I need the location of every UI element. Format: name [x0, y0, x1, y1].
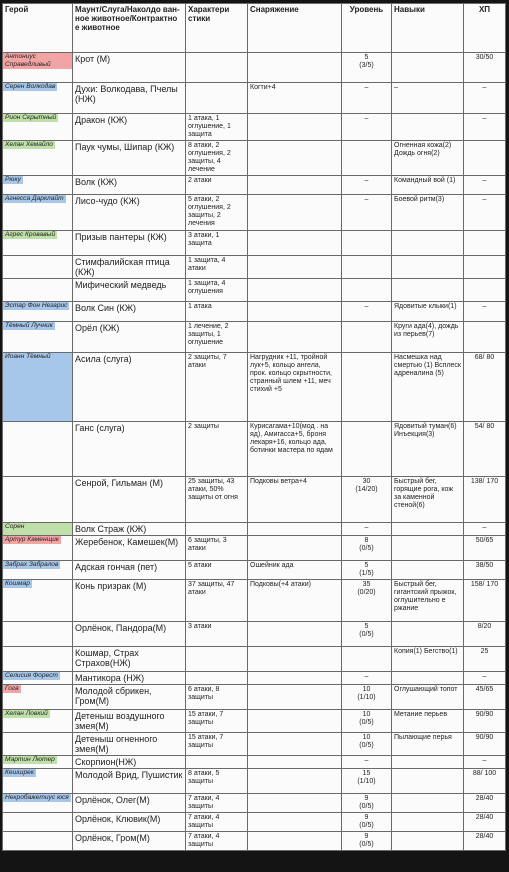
- skills-cell: Насмешка над смертью (1) Всплеск адреналина (5): [392, 353, 464, 422]
- mount-cell: Лисо-чудо (КЖ): [73, 195, 186, 231]
- level-cell: 8 (0/5): [342, 536, 392, 561]
- stats-cell: 7 атаки, 4 защиты: [186, 794, 248, 813]
- level-cell: 9 (0/5): [342, 832, 392, 851]
- gear-cell: Нагрудник +11, тройной лук+5, кольцо ангела, прок. кольцо скрытности, странный шлем +11, меч стихий +5: [248, 353, 342, 422]
- hp-cell: 8/20: [464, 622, 506, 647]
- header-stats: Характери стики: [186, 4, 248, 53]
- level-cell: –: [342, 672, 392, 685]
- skills-cell: [392, 813, 464, 832]
- skills-cell: Командный вой (1): [392, 176, 464, 195]
- gear-cell: [248, 733, 342, 756]
- mount-cell: Жеребенок, Камешек(М): [73, 536, 186, 561]
- mount-cell: Ганс (слуга): [73, 422, 186, 477]
- hp-cell: 90/90: [464, 710, 506, 733]
- mount-cell: Адская гончая (пет): [73, 561, 186, 580]
- hp-cell: –: [464, 756, 506, 769]
- gear-cell: [248, 756, 342, 769]
- hero-cell: [3, 114, 73, 141]
- table-row: [3, 322, 506, 353]
- gear-cell: [248, 672, 342, 685]
- stats-cell: 6 атаки, 8 защиты: [186, 685, 248, 710]
- skills-cell: Круги ада(4), дождь из перьев(7): [392, 322, 464, 353]
- skills-cell: [392, 832, 464, 851]
- header-mount: Маунт/Слуга/Наколдо ван-ное животное/Контрактно е животное: [73, 4, 186, 53]
- skills-cell: [392, 756, 464, 769]
- mount-cell: Молодой сбрикен, Гром(М): [73, 685, 186, 710]
- hero-name: Селисия Форест: [5, 672, 58, 679]
- skills-cell: [392, 561, 464, 580]
- hp-cell: [464, 322, 506, 353]
- hp-cell: 90/90: [464, 733, 506, 756]
- hero-name: Тёмный Лучник: [5, 322, 53, 329]
- hero-name: Агрес Кровавый: [5, 231, 56, 238]
- hero-name: Эстар Фон Незарис: [5, 302, 68, 309]
- hero-name: Кешшрек: [5, 769, 34, 776]
- hero-name: Кошмар: [5, 580, 30, 587]
- level-cell: 5 (3/5): [342, 53, 392, 83]
- hp-cell: 50/65: [464, 536, 506, 561]
- stats-cell: 2 защиты: [186, 422, 248, 477]
- hero-cell: [3, 813, 73, 832]
- stats-cell: 15 атаки, 7 защиты: [186, 710, 248, 733]
- hero-name: Сорен: [5, 523, 25, 530]
- skills-cell: [392, 279, 464, 302]
- stats-cell: 3 атаки, 1 защита: [186, 231, 248, 256]
- hero-cell: [3, 422, 73, 477]
- hp-cell: 88/ 100: [464, 769, 506, 794]
- hero-name: Рион Скрытный: [5, 114, 57, 121]
- gear-cell: [248, 114, 342, 141]
- skills-cell: [392, 523, 464, 536]
- level-cell: 9 (0/5): [342, 794, 392, 813]
- stats-cell: 3 атаки: [186, 622, 248, 647]
- stats-cell: 25 защиты, 43 атаки, 50% защиты от огня: [186, 477, 248, 523]
- mount-cell: Молодой Врид, Пушистик: [73, 769, 186, 794]
- stats-cell: [186, 672, 248, 685]
- skills-cell: [392, 536, 464, 561]
- table-row: [3, 580, 506, 622]
- table-row: [3, 523, 506, 536]
- header-row: [3, 4, 506, 53]
- header-skills: Навыки: [392, 4, 464, 53]
- stats-cell: 1 атака: [186, 302, 248, 322]
- skills-cell: Быстрый бег, гигантский прыжок, оглушительно е ржание: [392, 580, 464, 622]
- stats-cell: 7 атаки, 4 защиты: [186, 832, 248, 851]
- gear-cell: [248, 647, 342, 672]
- level-cell: [342, 231, 392, 256]
- stats-cell: 7 атаки, 4 защиты: [186, 813, 248, 832]
- hp-cell: [464, 256, 506, 279]
- skills-cell: [392, 769, 464, 794]
- gear-cell: [248, 685, 342, 710]
- gear-cell: [248, 322, 342, 353]
- table-row: [3, 422, 506, 477]
- hero-cell: [3, 322, 73, 353]
- stats-cell: 5 атаки, 2 оглушения, 2 защиты, 2 лечения: [186, 195, 248, 231]
- level-cell: [342, 422, 392, 477]
- hp-cell: 25: [464, 647, 506, 672]
- hp-cell: 68/ 80: [464, 353, 506, 422]
- hp-cell: [464, 279, 506, 302]
- skills-cell: Быстрый бег, горящие рога, кож за каменной стеной(6): [392, 477, 464, 523]
- stats-cell: 5 атаки: [186, 561, 248, 580]
- gear-cell: [248, 622, 342, 647]
- hero-cell: [3, 794, 73, 813]
- stats-cell: [186, 53, 248, 83]
- gear-cell: Ошейник ада: [248, 561, 342, 580]
- hero-cell: [3, 523, 73, 536]
- mount-cell: Орлёнок, Олег(М): [73, 794, 186, 813]
- mount-cell: Мантикора (НЖ): [73, 672, 186, 685]
- hp-cell: [464, 231, 506, 256]
- hero-name: Серен Волкодав: [5, 83, 56, 90]
- stats-cell: 1 защита, 4 оглушения: [186, 279, 248, 302]
- mount-cell: Асила (слуга): [73, 353, 186, 422]
- skills-cell: [392, 53, 464, 83]
- skills-cell: Пылающие перья: [392, 733, 464, 756]
- hero-name: Мартин Лютер: [5, 756, 55, 763]
- hero-name: Гога: [5, 685, 19, 692]
- hero-cell: [3, 580, 73, 622]
- hero-name: Агнесса Дарклайт: [5, 195, 64, 202]
- level-cell: 9 (0/5): [342, 813, 392, 832]
- hero-cell: [3, 477, 73, 523]
- level-cell: –: [342, 756, 392, 769]
- skills-cell: Огненная кожа(2) Дождь огня(2): [392, 141, 464, 176]
- table-row: [3, 832, 506, 851]
- table-row: [3, 710, 506, 733]
- skills-cell: [392, 114, 464, 141]
- level-cell: [342, 647, 392, 672]
- hero-cell: [3, 832, 73, 851]
- gear-cell: [248, 523, 342, 536]
- skills-cell: [392, 231, 464, 256]
- gear-cell: [248, 813, 342, 832]
- mount-cell: Детеныш воздушного змея(М): [73, 710, 186, 733]
- hero-name: Хелан Ловкий: [5, 710, 48, 717]
- hero-cell: [3, 622, 73, 647]
- hp-cell: –: [464, 302, 506, 322]
- level-cell: 10 (0/5): [342, 710, 392, 733]
- level-cell: 30 (14/20): [342, 477, 392, 523]
- hero-cell: [3, 53, 73, 83]
- mount-cell: Призыв пантеры (КЖ): [73, 231, 186, 256]
- hero-cell: [3, 353, 73, 422]
- hp-cell: –: [464, 176, 506, 195]
- header-level: Уровень: [342, 4, 392, 53]
- heroes-table: [2, 3, 506, 851]
- hero-name: Хелан Хемайло: [5, 141, 53, 148]
- level-cell: –: [342, 176, 392, 195]
- mount-cell: Сенрой, Гильман (М): [73, 477, 186, 523]
- level-cell: 5 (0/5): [342, 622, 392, 647]
- level-cell: [342, 353, 392, 422]
- mount-cell: Мифический медведь: [73, 279, 186, 302]
- skills-cell: Ядовитые клыки(1): [392, 302, 464, 322]
- table-row: [3, 477, 506, 523]
- mount-cell: Паук чумы, Шипар (КЖ): [73, 141, 186, 176]
- mount-cell: Крот (М): [73, 53, 186, 83]
- level-cell: –: [342, 114, 392, 141]
- hp-cell: 45/65: [464, 685, 506, 710]
- hp-cell: –: [464, 114, 506, 141]
- table-row: [3, 769, 506, 794]
- gear-cell: Подковы(+4 атаки): [248, 580, 342, 622]
- gear-cell: [248, 794, 342, 813]
- skills-cell: [392, 794, 464, 813]
- hp-cell: –: [464, 195, 506, 231]
- hp-cell: 54/ 80: [464, 422, 506, 477]
- hp-cell: 30/50: [464, 53, 506, 83]
- level-cell: 35 (0/20): [342, 580, 392, 622]
- stats-cell: 15 атаки, 7 защиты: [186, 733, 248, 756]
- hp-cell: 38/50: [464, 561, 506, 580]
- mount-cell: Орлёнок, Гром(М): [73, 832, 186, 851]
- hero-cell: [3, 769, 73, 794]
- table-row: [3, 561, 506, 580]
- table-row: [3, 622, 506, 647]
- table-row: [3, 279, 506, 302]
- hp-cell: [464, 141, 506, 176]
- table-row: [3, 794, 506, 813]
- hp-cell: 28/40: [464, 794, 506, 813]
- skills-cell: Ядовитый туман(6) Инъекция(3): [392, 422, 464, 477]
- mount-cell: Скорпион(НЖ): [73, 756, 186, 769]
- hero-cell: [3, 710, 73, 733]
- gear-cell: [248, 195, 342, 231]
- mount-cell: Орёл (КЖ): [73, 322, 186, 353]
- hero-cell: [3, 672, 73, 685]
- table-row: [3, 195, 506, 231]
- hero-name: Некробажетиус юся: [5, 794, 69, 801]
- mount-cell: Волк (КЖ): [73, 176, 186, 195]
- hp-cell: 158/ 170: [464, 580, 506, 622]
- header-hero: Герой: [3, 4, 73, 53]
- stats-cell: [186, 83, 248, 114]
- hp-cell: –: [464, 672, 506, 685]
- hero-name: Иоанн Тёмный: [5, 353, 51, 360]
- hp-cell: –: [464, 523, 506, 536]
- level-cell: [342, 279, 392, 302]
- level-cell: –: [342, 302, 392, 322]
- skills-cell: [392, 672, 464, 685]
- hp-cell: –: [464, 83, 506, 114]
- stats-cell: 6 защиты, 3 атаки: [186, 536, 248, 561]
- mount-cell: Орлёнок, Клювик(М): [73, 813, 186, 832]
- gear-cell: [248, 141, 342, 176]
- hero-name: Антониус Справедливый: [3, 53, 72, 69]
- table-row: [3, 114, 506, 141]
- skills-cell: Оглушающий топот: [392, 685, 464, 710]
- table-row: [3, 647, 506, 672]
- table-row: [3, 813, 506, 832]
- level-cell: –: [342, 523, 392, 536]
- hero-name: Артур Каменщик: [5, 536, 59, 543]
- gear-cell: Подковы ветра+4: [248, 477, 342, 523]
- table-row: [3, 141, 506, 176]
- stats-cell: 1 атака, 1 оглушение, 1 защита: [186, 114, 248, 141]
- hero-cell: [3, 685, 73, 710]
- hero-name: Забрах Забралов: [5, 561, 59, 568]
- hero-cell: [3, 647, 73, 672]
- hero-cell: [3, 756, 73, 769]
- gear-cell: [248, 256, 342, 279]
- table-row: [3, 53, 506, 83]
- level-cell: 10 (0/5): [342, 733, 392, 756]
- level-cell: [342, 322, 392, 353]
- mount-cell: Дракон (КЖ): [73, 114, 186, 141]
- level-cell: –: [342, 195, 392, 231]
- hero-cell: [3, 195, 73, 231]
- mount-cell: Волк Страж (КЖ): [73, 523, 186, 536]
- stats-cell: 1 лечение, 2 защиты, 1 оглушение: [186, 322, 248, 353]
- mount-cell: Духи: Волкодава, Пчелы (НЖ): [73, 83, 186, 114]
- hero-cell: [3, 231, 73, 256]
- hero-cell: [3, 733, 73, 756]
- table-row: [3, 256, 506, 279]
- skills-cell: [392, 256, 464, 279]
- mount-cell: Кошмар, Страх Страхов(НЖ): [73, 647, 186, 672]
- header-gear: Снаряжение: [248, 4, 342, 53]
- heroes-sheet: [2, 3, 505, 850]
- mount-cell: Волк Син (КЖ): [73, 302, 186, 322]
- mount-cell: Стимфалийская птица (КЖ): [73, 256, 186, 279]
- hero-name: Рюку: [5, 176, 21, 183]
- level-cell: 5 (1/5): [342, 561, 392, 580]
- hp-cell: 28/40: [464, 832, 506, 851]
- hero-cell: [3, 176, 73, 195]
- table-row: [3, 83, 506, 114]
- level-cell: 10 (1/10): [342, 685, 392, 710]
- level-cell: –: [342, 83, 392, 114]
- table-row: [3, 756, 506, 769]
- table-row: [3, 733, 506, 756]
- stats-cell: [186, 647, 248, 672]
- gear-cell: [248, 769, 342, 794]
- stats-cell: 8 атаки, 5 защиты: [186, 769, 248, 794]
- stats-cell: 2 защиты, 7 атаки: [186, 353, 248, 422]
- gear-cell: [248, 176, 342, 195]
- skills-cell: Копия(1) Бегство(1): [392, 647, 464, 672]
- hero-cell: [3, 256, 73, 279]
- skills-cell: [392, 622, 464, 647]
- stats-cell: 8 атаки, 2 оглушения, 2 защиты, 4 лечение: [186, 141, 248, 176]
- gear-cell: [248, 832, 342, 851]
- gear-cell: Когти+4: [248, 83, 342, 114]
- table-row: [3, 685, 506, 710]
- gear-cell: [248, 302, 342, 322]
- skills-cell: Боевой ритм(3): [392, 195, 464, 231]
- gear-cell: Курисагама+10(мод . на яд), Амигасса+5, броня лекаря+16, кольцо ада, ботинки мастера по ядам: [248, 422, 342, 477]
- level-cell: 15 (1/10): [342, 769, 392, 794]
- table-row: [3, 536, 506, 561]
- mount-cell: Конь призрак (М): [73, 580, 186, 622]
- hero-cell: [3, 536, 73, 561]
- mount-cell: Орлёнок, Пандора(М): [73, 622, 186, 647]
- gear-cell: [248, 53, 342, 83]
- gear-cell: [248, 231, 342, 256]
- table-row: [3, 672, 506, 685]
- hero-cell: [3, 279, 73, 302]
- stats-cell: 1 защита, 4 атаки: [186, 256, 248, 279]
- level-cell: [342, 256, 392, 279]
- table-row: [3, 176, 506, 195]
- gear-cell: [248, 279, 342, 302]
- stats-cell: 2 атаки: [186, 176, 248, 195]
- hero-cell: [3, 141, 73, 176]
- table-row: [3, 302, 506, 322]
- skills-cell: –: [392, 83, 464, 114]
- stats-cell: 37 защиты, 47 атаки: [186, 580, 248, 622]
- hp-cell: 138/ 170: [464, 477, 506, 523]
- hero-cell: [3, 302, 73, 322]
- level-cell: [342, 141, 392, 176]
- hero-cell: [3, 561, 73, 580]
- gear-cell: [248, 710, 342, 733]
- hp-cell: 28/40: [464, 813, 506, 832]
- table-row: [3, 353, 506, 422]
- table-body: [3, 53, 506, 851]
- table-row: [3, 231, 506, 256]
- stats-cell: [186, 523, 248, 536]
- header-hp: ХП: [464, 4, 506, 53]
- skills-cell: Метание перьев: [392, 710, 464, 733]
- gear-cell: [248, 536, 342, 561]
- stats-cell: [186, 756, 248, 769]
- hero-cell: [3, 83, 73, 114]
- mount-cell: Детеныш огненного змея(М): [73, 733, 186, 756]
